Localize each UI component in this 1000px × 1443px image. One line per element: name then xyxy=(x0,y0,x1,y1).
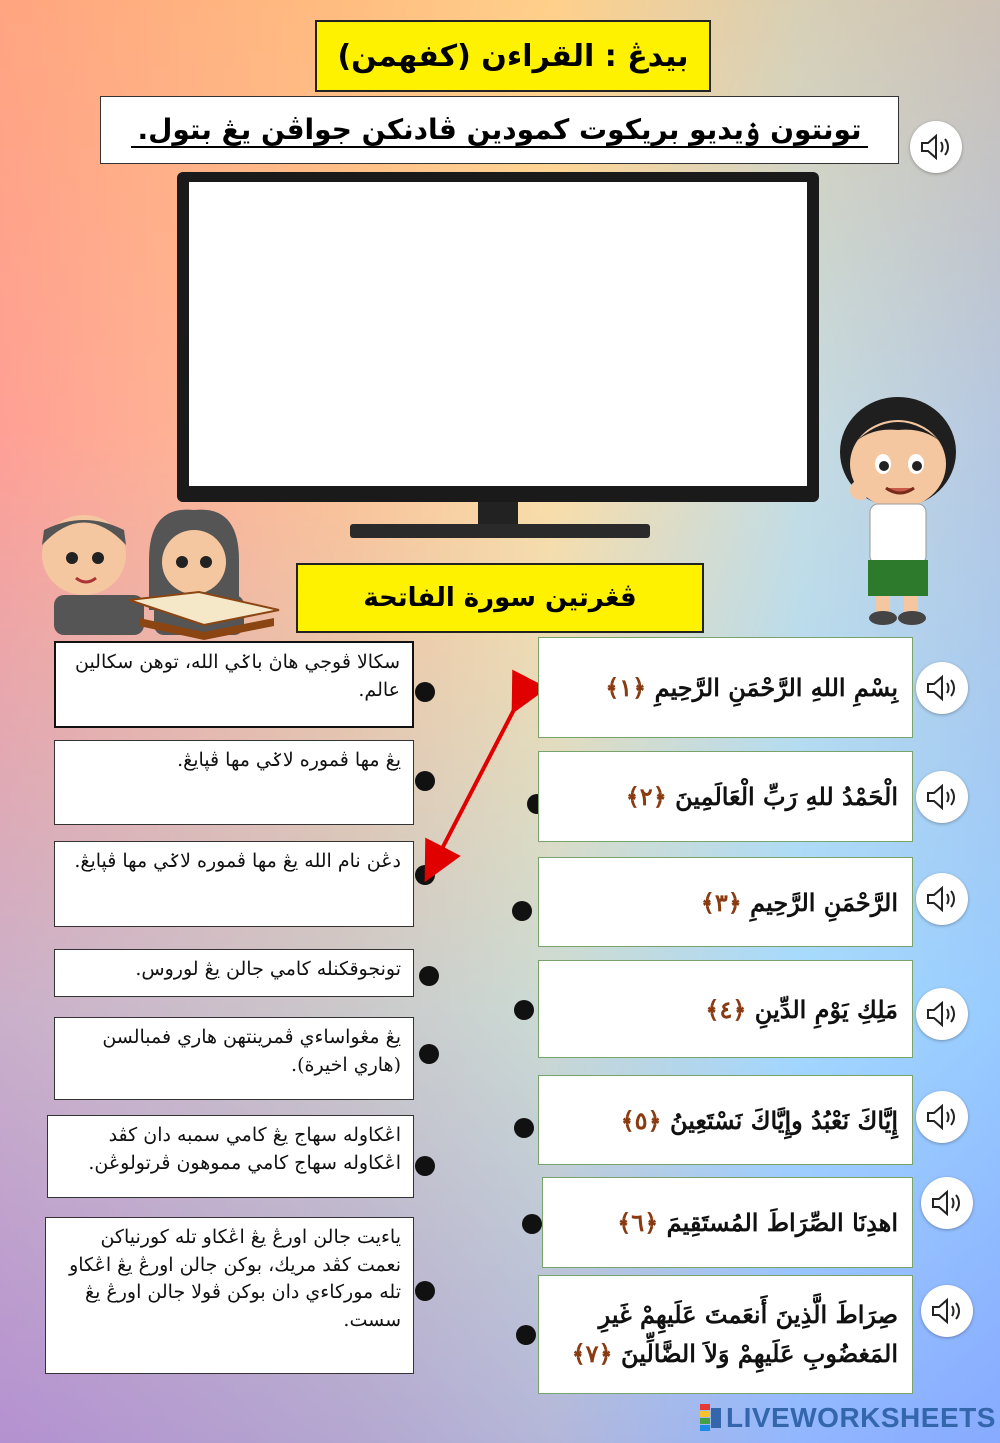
speaker-icon xyxy=(919,133,953,161)
meaning-text: يڠ مڠواساءي ڤمرينتهن هاري فمبالسن (هاري اخيرة). xyxy=(102,1026,401,1076)
verse-number: ﴿٧﴾ xyxy=(571,1338,613,1368)
speaker-icon xyxy=(925,885,959,913)
left-match-dot-1[interactable] xyxy=(415,682,435,702)
verse-box-5 xyxy=(538,1075,913,1165)
verse-text: صِرَاطَ الَّذِينَ أَنعَمتَ عَلَيهِمْ غَيرِ المَغضُوبِ عَلَيهِمْ وَلاَ الضَّالِّينَ xyxy=(598,1300,898,1368)
verse-number: ﴿٤﴾ xyxy=(705,994,747,1024)
right-match-dot-6[interactable] xyxy=(522,1214,542,1234)
instruction-box xyxy=(100,96,899,164)
verse-text: اهدِنَا الصِّرَاطَ المُستَقِيمَ xyxy=(666,1208,898,1237)
meaning-box-4 xyxy=(54,949,414,997)
verse-5-speaker-button[interactable] xyxy=(916,1091,968,1143)
meaning-box-5 xyxy=(54,1017,414,1100)
verse-text: إِيَّاكَ نَعْبُدُ وإِيَّاكَ نَسْتَعِينُ xyxy=(669,1105,898,1135)
meaning-text: يڠ مها ڤموره لاݢي مها ڤڽايڠ. xyxy=(177,749,401,771)
verse-3-speaker-button[interactable] xyxy=(916,873,968,925)
left-match-dot-2[interactable] xyxy=(415,771,435,791)
verse-box-1 xyxy=(538,637,913,738)
tv-stand-neck xyxy=(478,502,518,526)
watermark-text: LIVEWORKSHEETS xyxy=(726,1402,996,1433)
verse-1-speaker-button[interactable] xyxy=(916,662,968,714)
speaker-icon xyxy=(925,1000,959,1028)
speaker-icon xyxy=(925,783,959,811)
right-match-dot-5[interactable] xyxy=(514,1118,534,1138)
verse-box-4 xyxy=(538,960,913,1058)
right-match-dot-1[interactable] xyxy=(516,681,536,701)
verse-number: ﴿٣﴾ xyxy=(700,887,742,917)
page-title: بيدڠ : القراءن (كفهمن) xyxy=(315,20,711,92)
meaning-text: دڠن نام الله يڠ مها ڤموره لاݢي مها ڤڽايڠ. xyxy=(74,850,401,872)
section-title: ڤڠرتين سورة الفاتحة xyxy=(296,563,704,633)
verse-number: ﴿٢﴾ xyxy=(625,782,667,811)
left-match-dot-3[interactable] xyxy=(415,865,435,885)
right-match-dot-7[interactable] xyxy=(516,1325,536,1345)
liveworksheets-logo-icon xyxy=(700,1404,722,1432)
verse-6-speaker-button[interactable] xyxy=(921,1177,973,1229)
left-match-dot-4[interactable] xyxy=(419,966,439,986)
meaning-text: سکالا ڤوجي هاڽ باݢي الله، توهن سکالين عالم. xyxy=(74,651,400,701)
boy-illustration xyxy=(828,392,968,627)
verse-7-speaker-button[interactable] xyxy=(921,1285,973,1337)
speaker-icon xyxy=(930,1189,964,1217)
left-match-dot-5[interactable] xyxy=(419,1044,439,1064)
verse-2-speaker-button[interactable] xyxy=(916,771,968,823)
video-frame xyxy=(177,172,819,502)
tv-stand-base xyxy=(350,524,650,538)
meaning-text: تونجوقكنله كامي جالن يڠ لوروس. xyxy=(135,958,401,980)
instruction-text: تونتون ۏيديو بريكوت كمودين ڤادنكن جواڤن يڠ بتول. xyxy=(131,113,867,148)
left-match-dot-7[interactable] xyxy=(415,1281,435,1301)
right-match-dot-3[interactable] xyxy=(512,901,532,921)
speaker-icon xyxy=(925,674,959,702)
verse-box-7 xyxy=(538,1275,913,1394)
match-line[interactable] xyxy=(432,700,519,868)
meaning-box-1 xyxy=(54,641,414,728)
verse-box-2 xyxy=(538,751,913,842)
verse-text: بِسْمِ اللهِ الرَّحْمَنِ الرَّحِيمِ xyxy=(654,673,898,702)
speaker-icon xyxy=(930,1297,964,1325)
verse-4-speaker-button[interactable] xyxy=(916,988,968,1040)
verse-number: ﴿٥﴾ xyxy=(620,1105,662,1135)
children-reading-illustration xyxy=(24,500,294,640)
meaning-box-3 xyxy=(54,841,414,927)
meaning-text: اڠكاوله سهاج يڠ كامي سمبه دان كڤد اڠكاوله سهاج كامي مموهون ڤرتولوڠن. xyxy=(88,1124,401,1174)
watermark xyxy=(700,1402,996,1434)
verse-number: ﴿١﴾ xyxy=(605,673,647,702)
meaning-box-2 xyxy=(54,740,414,825)
instruction-speaker-button[interactable] xyxy=(910,121,962,173)
video-player[interactable] xyxy=(189,182,807,486)
verse-box-3 xyxy=(538,857,913,947)
speaker-icon xyxy=(925,1103,959,1131)
left-match-dot-6[interactable] xyxy=(415,1156,435,1176)
verse-number: ﴿٦﴾ xyxy=(617,1208,659,1237)
verse-box-6 xyxy=(542,1177,913,1268)
meaning-box-6 xyxy=(47,1115,414,1198)
verse-text: الرَّحْمَنِ الرَّحِيمِ xyxy=(750,887,898,917)
verse-text: مَلِكِ يَوْمِ الدِّينِ xyxy=(754,994,898,1024)
right-match-dot-4[interactable] xyxy=(514,1000,534,1020)
meaning-box-7 xyxy=(45,1217,414,1374)
verse-text: الْحَمْدُ للهِ رَبِّ الْعَالَمِينَ xyxy=(675,782,898,811)
meaning-text: ياءيت جالن اورڠ يڠ اڠكاو تله كورنياكن نعمت كڤد مريك، بوكن جالن اورڠ يڠ اڠكاو تله موركاءي دان بوكن ڤولا جالن اورڠ يڠ سست. xyxy=(69,1226,401,1331)
